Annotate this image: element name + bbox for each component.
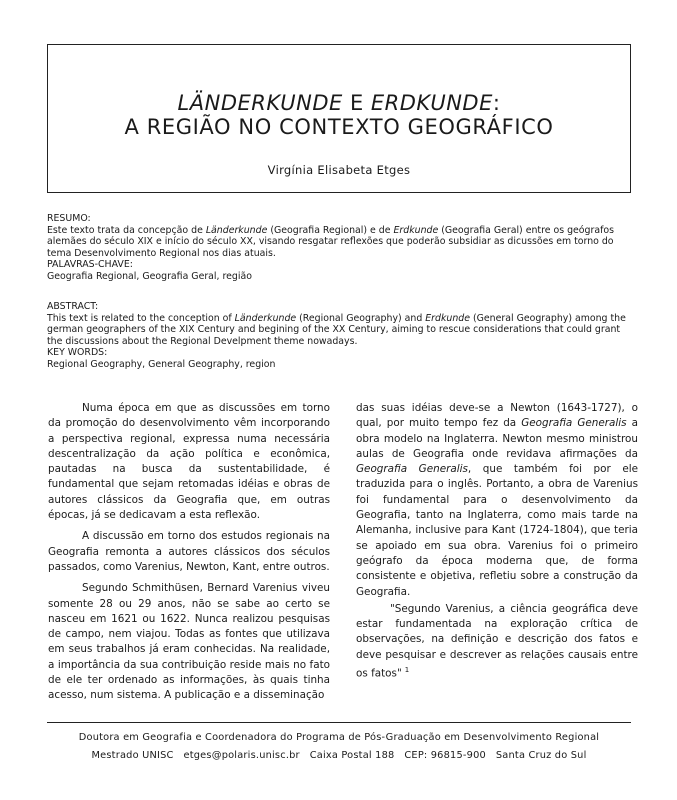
resumo-text-c: (Geografia Geral) entre os geógrafos alemães do século XIX e início do século XX, visando resgatar reflexões que poderão subsidiar as dicussões em torno do tema Desenvolvimento Regional nos dias atuais. (47, 224, 615, 259)
body-work-title-1: Geografia Generalis (521, 417, 627, 430)
body-column-left (48, 401, 330, 704)
body-work-title-2: Geografia Generalis (356, 463, 468, 476)
title-term-erdkunde: ERDKUNDE (370, 91, 493, 115)
footnote-mark: 1 (404, 666, 410, 675)
footnote-line-1: Doutora em Geografia e Coordenadora do Programa de Pós-Graduação em Desenvolvimento Regional (78, 732, 600, 743)
key-words-heading: KEY WORDS: (47, 347, 108, 359)
key-words-text: Regional Geography, General Geography, region (47, 358, 276, 370)
author-footnote (47, 729, 631, 765)
body-column-right (356, 401, 638, 682)
title-conjunction: E (342, 91, 371, 115)
resumo-heading: RESUMO: (47, 213, 91, 224)
abstract-section (47, 301, 637, 371)
article-title-line1 (48, 91, 630, 115)
resumo-term-landerkunde: Länderkunde (205, 224, 268, 236)
abstract-text-b: (Regional Geography) and (296, 312, 426, 324)
body-paragraph-3-text-c: , que também foi por ele traduzida para o inglês. Portanto, a obra de Varenius foi fundamental para o desenvolvimento da Geografia, tanto na Inglaterra, como mais tarde na Alemanha, inclusive para Kant (1724-1804), que teria se apoiado em sua obra. Varenius foi o primeiro geógrafo da época moderna que, de forma consistente e objetiva, refletiu sobre a construção da Geografia. (356, 463, 638, 598)
palavras-chave-heading: PALAVRAS-CHAVE: (47, 259, 133, 271)
body-paragraph-3-text-b: a obra modelo na Inglaterra. Newton mesmo ministrou aulas de Geografia onde revidava afirmações da (356, 417, 638, 460)
resumo-text (47, 225, 637, 260)
body-paragraph-3 (48, 581, 330, 703)
abstract-text (47, 313, 637, 348)
footnote-line-2: Mestrado UNISC etges@polaris.unisc.br Caixa Postal 188 CEP: 96815-900 Santa Cruz do Sul (91, 750, 587, 761)
body-paragraph-3-text-a-part: Segundo Schmithüsen, Bernard Varenius viveu somente 28 ou 29 anos, não se sabe ao certo se nasceu em 1621 ou 1622. Nunca realizou pesquisas de campo, nem viajou. Todas as fontes que utilizava em seus trabalhos já eram conhecidas. Na realidade, a importância da sua contribuição reside mais no fato de ele ter ordenado as informações, às quais tinha acesso, num sistema. A publicação e a disseminação (48, 582, 330, 702)
footer-divider (47, 722, 631, 723)
abstract-text-c: (General Geography) among the german geographers of the XIX Century and begining of the XX Century, aiming to rescue considerations that could grant the discussions about the Regional Develpment theme nowadays. (47, 312, 626, 347)
abstract-heading: ABSTRACT: (47, 301, 99, 312)
abstract-term-landerkunde: Länderkunde (234, 312, 297, 324)
article-title-line2: A REGIÃO NO CONTEXTO GEOGRÁFICO (124, 115, 554, 139)
author-name: Virgínia Elisabeta Etges (267, 163, 411, 177)
body-paragraph-3-continued (356, 401, 638, 600)
body-quote (356, 602, 638, 682)
title-term-landerkunde: LÄNDERKUNDE (177, 91, 343, 115)
body-quote-text: "Segundo Varenius, a ciência geográfica deve estar fundamentada na exploração crítica de observações, na definição e descrição dos fatos e deve pesquisar e descrever as relações causais entre os fatos" (356, 602, 638, 680)
body-paragraph-2: A discussão em torno dos estudos regionais na Geografia remonta a autores clássicos dos séculos passados, como Varenius, Newton, Kant, entre outros. (48, 530, 330, 573)
body-paragraph-1: Numa época em que as discussões em torno da promoção do desenvolvimento vêm incorporando a perspectiva regional, expressa numa necessária descentralização da ação política e econômica, pautadas na busca da sustentabilidade, é fundamental que sejam retomadas idéias e obras de autores clássicos da Geografia que, em outras épocas, já se dedicavam a esta reflexão. (48, 402, 330, 522)
title-colon: : (492, 91, 501, 115)
title-box (47, 44, 631, 193)
resumo-term-erdkunde: Erdkunde (393, 224, 439, 236)
abstract-term-erdkunde: Erdkunde (425, 312, 471, 324)
body-paragraph-3-text-a: das suas idéias deve-se a Newton (1643-1727), o qual, por muito tempo fez da (356, 402, 638, 430)
abstract-text-a: This text is related to the conception of (47, 312, 235, 324)
resumo-text-b: (Geografia Regional) e de (267, 224, 394, 236)
resumo-text-a: Este texto trata da concepção de (47, 224, 206, 236)
resumo-section (47, 213, 637, 283)
palavras-chave-text: Geografia Regional, Geografia Geral, região (47, 270, 252, 282)
